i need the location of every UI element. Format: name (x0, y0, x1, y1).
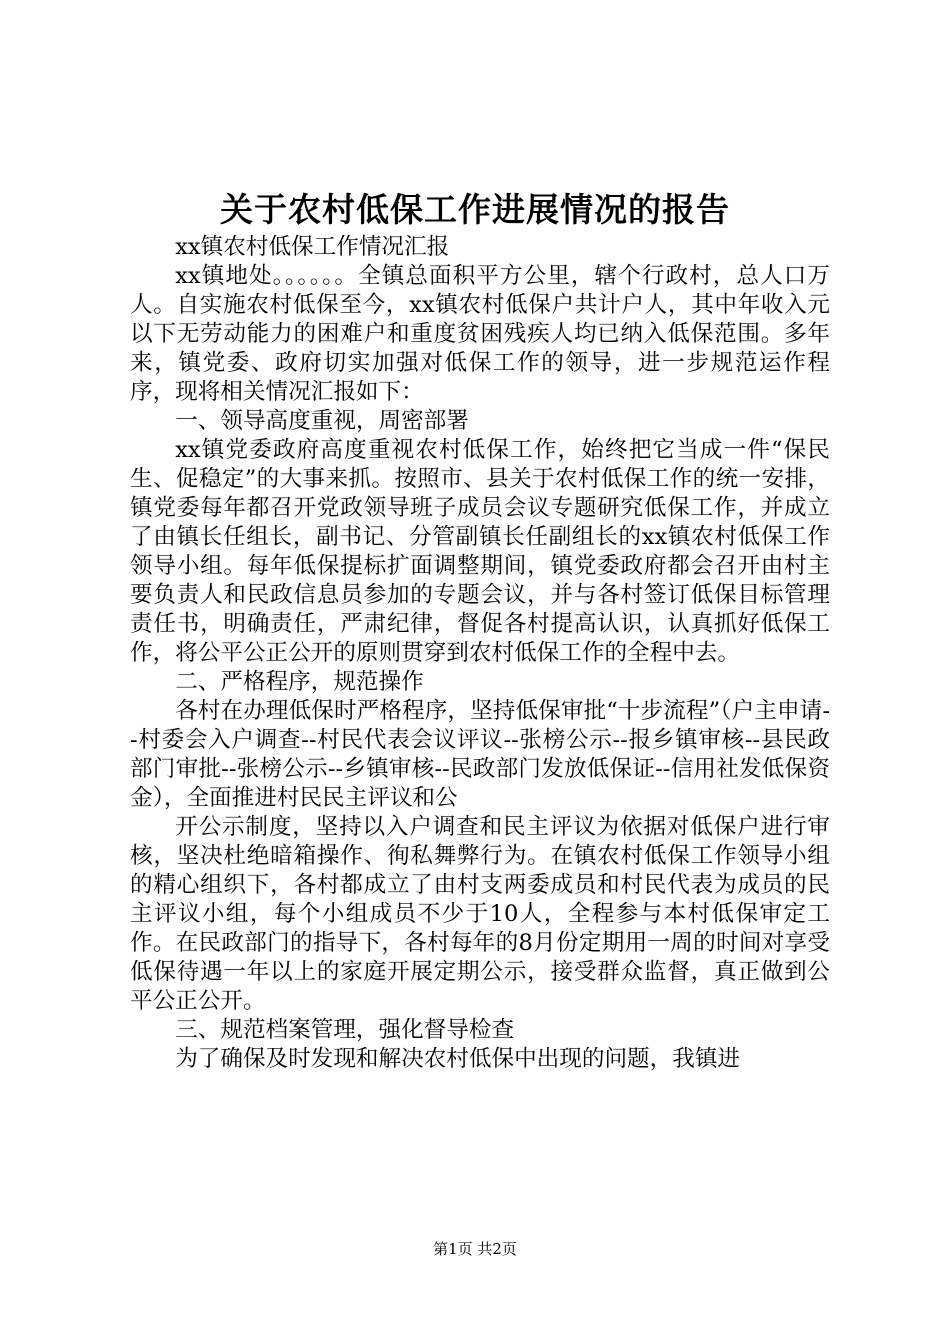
section-heading-2: 二、严格程序，规范操作 (175, 669, 424, 695)
paragraph-section-1: xx镇党委政府高度重视农村低保工作，始终把它当成一件“保民生、促稳定”的大事来抓。按照市、县关于农村低保工作的统一安排，镇党委每年都召开党政领导班子成员会议专题研究低保工作，并成立了由镇长任组长，副书记、分管副镇长任副组长的xx镇农村低保工作领导小组。每年低保提标扩面调整期间，镇党委政府都会召开由村主要负责人和民政信息员参加的专题会议，并与各村签订低保目标管理责任书，明确责任，严肃纪律，督促各村提高认识，认真抓好低保工作，将公平公正公开的原则贯穿到农村低保工作的全程中去。 (130, 437, 830, 666)
document-title: 关于农村低保工作进展情况的报告 (220, 190, 730, 229)
paragraph-section-2a: 各村在办理低保时严格程序，坚持低保审批“十步流程”（户主申请--村委会入户调查--村民代表会议评议--张榜公示--报乡镇审核--县民政部门审批--张榜公示--乡镇审核--民政部门发放低保证--信用社发低保资金），全面推进村民民主评议和公 (130, 698, 830, 811)
paragraph-section-3: 为了确保及时发现和解决农村低保中出现的问题，我镇进 (175, 1046, 741, 1072)
paragraph-section-2b: 开公示制度，坚持以入户调查和民主评议为依据对低保户进行审核，坚决杜绝暗箱操作、徇私舞弊行为。在镇农村低保工作领导小组的精心组织下，各村都成立了由村支两委成员和村民代表为成员的民主评议小组，每个小组成员不少于10人，全程参与本村低保审定工作。在民政部门的指导下，各村每年的8月份定期用一周的时间对享受低保待遇一年以上的家庭开展定期公示，接受群众监督，真正做到公平公正公开。 (130, 814, 830, 1014)
paragraph-intro: xx镇地处。。。。。。全镇总面积平方公里，辖个行政村，总人口万人。自实施农村低保至今，xx镇农村低保户共计户人，其中年收入元以下无劳动能力的困难户和重度贫困残疾人均已纳入低保范围。多年来，镇党委、政府切实加强对低保工作的领导，进一步规范运作程序，现将相关情况汇报如下： (130, 263, 830, 405)
paragraph-subtitle: xx镇农村低保工作情况汇报 (175, 234, 450, 260)
page-footer: 第1页 共2页 (433, 1240, 517, 1258)
document-body (130, 233, 830, 1074)
section-heading-3: 三、规范档案管理，强化督导检查 (175, 1017, 515, 1043)
section-heading-1: 一、领导高度重视，周密部署 (175, 408, 469, 434)
